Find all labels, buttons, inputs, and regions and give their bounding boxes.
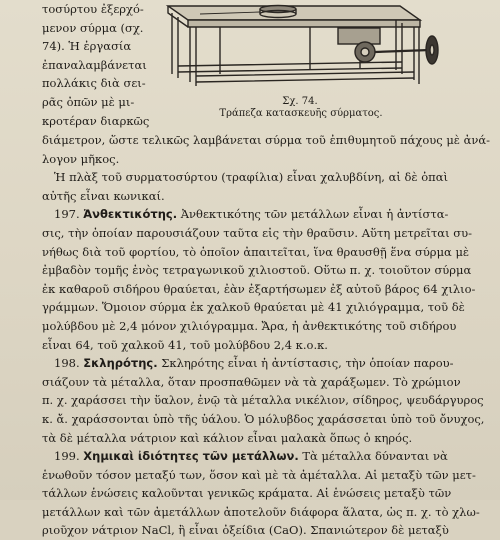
figure-caption: Τράπεζα κατασκευῆς σύρματος. (219, 108, 383, 119)
figure-number: Σχ. 74. (282, 96, 318, 107)
text-line: τοσύρτου ἐξερχό- (42, 2, 144, 16)
text-line: τὰ δὲ μέταλλα νάτριον καὶ κάλιον εἶναι μαλακὰ ὅπως ὁ κηρός. (42, 430, 413, 445)
text-line: σις, τὴν ὁποίαν παρουσιάζουν ταῦτα εἰς τὴν θραῦσιν. Αὕτη μετρεῖται συ- (42, 225, 472, 240)
section-number: 198. (54, 356, 80, 371)
section-title: Χημικαὶ ἰδιότητες τῶν μετάλλων. (83, 449, 299, 464)
text-line: αὐτῆς εἶναι κωνικαί. (42, 188, 165, 203)
text-line: κροτέραν διαρκῶς (42, 113, 150, 128)
bench-drawing (160, 0, 450, 92)
section-first-line: Σκληρότης εἶναι ἡ ἀντίστασις, τὴν ὁποίαν παρου- (161, 356, 454, 371)
text-line: ἐμβαδὸν τομῆς ἑνὸς τετραγωνικοῦ χιλιοστοῦ. Οὕτω π. χ. τοιοῦτον σύρμα (42, 263, 472, 278)
section-number: 199. (54, 449, 80, 464)
text-line: ἐπαναλαμβάνεται (42, 57, 147, 72)
text-line: 74). Ἡ ἐργασία (42, 39, 132, 54)
text-line: ἐκ καθαροῦ σιδήρου θραύεται, ἐὰν ἐξαρτήσωμεν ἐξ αὐτοῦ βάρος 64 χιλιο- (42, 281, 476, 296)
text-line: μολύβδου μὲ 2,4 μόνον χιλιόγραμμα. Ἄρα, ἡ ἀνθεκτικότης τοῦ σιδήρου (42, 318, 457, 333)
wrapped-paragraph (42, 0, 162, 130)
section-title: Ἀνθεκτικότης. (83, 207, 178, 222)
text-line: μενον σύρμα (σχ. (42, 20, 144, 35)
text-line: λογον μῆκος. (42, 151, 120, 166)
body-text (42, 131, 491, 540)
text-line: π. χ. χαράσσει τὴν ὕαλον, ἐνῷ τὰ μέταλλα νικέλιον, σίδηρος, ψευδάργυρος (42, 393, 484, 408)
text-line: τάλλων ἑνώσεις καλοῦνται γενικῶς κράματα. Αἱ ἑνώσεις μεταξὺ τῶν (42, 486, 452, 501)
text-line: εἶναι 64, τοῦ χαλκοῦ 41, τοῦ μολύβδου 2,4 κ.ο.κ. (42, 337, 328, 352)
text-line: ρᾶς ὀπῶν μὲ μι- (42, 94, 135, 109)
section-first-line: Ἀνθεκτικότης τῶν μετάλλων εἶναι ἡ ἀντίστα- (180, 207, 449, 222)
wire-drawing-bench-illustration (160, 0, 450, 92)
text-line: μετάλλων καὶ τῶν ἀμετάλλων ἀποτελοῦν διάφορα ἅλατα, ὡς π. χ. τὸ χλω- (42, 504, 480, 519)
section-heading-197 (42, 205, 462, 224)
text-line: διάμετρον, ὥστε τελικῶς λαμβάνεται σύρμα τοῦ ἐπιθυμητοῦ πάχους μὲ ἀνά- (42, 133, 491, 147)
text-line: κ. ἄ. χαράσσονται ὑπὸ τῆς ὑάλου. Ὁ μόλυβδος χαράσσεται ὑπὸ τοῦ ὄνυχος, (42, 411, 485, 426)
section-first-line: Τὰ μέταλλα δύνανται νὰ (302, 449, 448, 464)
text-line: Ἡ πλὰξ τοῦ συρματοσύρτου (τραφίλια) εἶναι χαλυβδίνη, αἱ δὲ ὀπαὶ (54, 170, 449, 185)
section-heading-198 (42, 354, 462, 373)
text-line: γράμμων. Ὅμοιον σύρμα ἐκ χαλκοῦ θραύεται μὲ 41 χιλιόγραμμα, τοῦ δὲ (42, 300, 465, 315)
text-line: ριοῦχον νάτριον NaCl, ἢ εἶναι ὀξείδια (CaO). Σπανιώτερον δὲ μεταξὺ (42, 523, 449, 538)
text-line: σιάζουν τὰ μέταλλα, ὅταν προσπαθῶμεν νὰ τὰ χαράξωμεν. Τὸ χρώμιον (42, 374, 461, 389)
text-line: πολλάκις διὰ σει- (42, 76, 146, 91)
section-number: 197. (54, 207, 80, 222)
text-line: ἑνωθοῦν τόσον μεταξύ των, ὅσον καὶ μὲ τὰ ἀμέταλλα. Αἱ μεταξὺ τῶν μετ- (42, 467, 476, 482)
section-title: Σκληρότης. (83, 356, 158, 371)
text-line: νήθως διὰ τοῦ φορτίου, τὸ ὁποῖον ἀπαιτεῖται, ἵνα θραυσθῇ ἕνα σύρμα μὲ (42, 244, 470, 259)
section-heading-199 (42, 447, 462, 466)
